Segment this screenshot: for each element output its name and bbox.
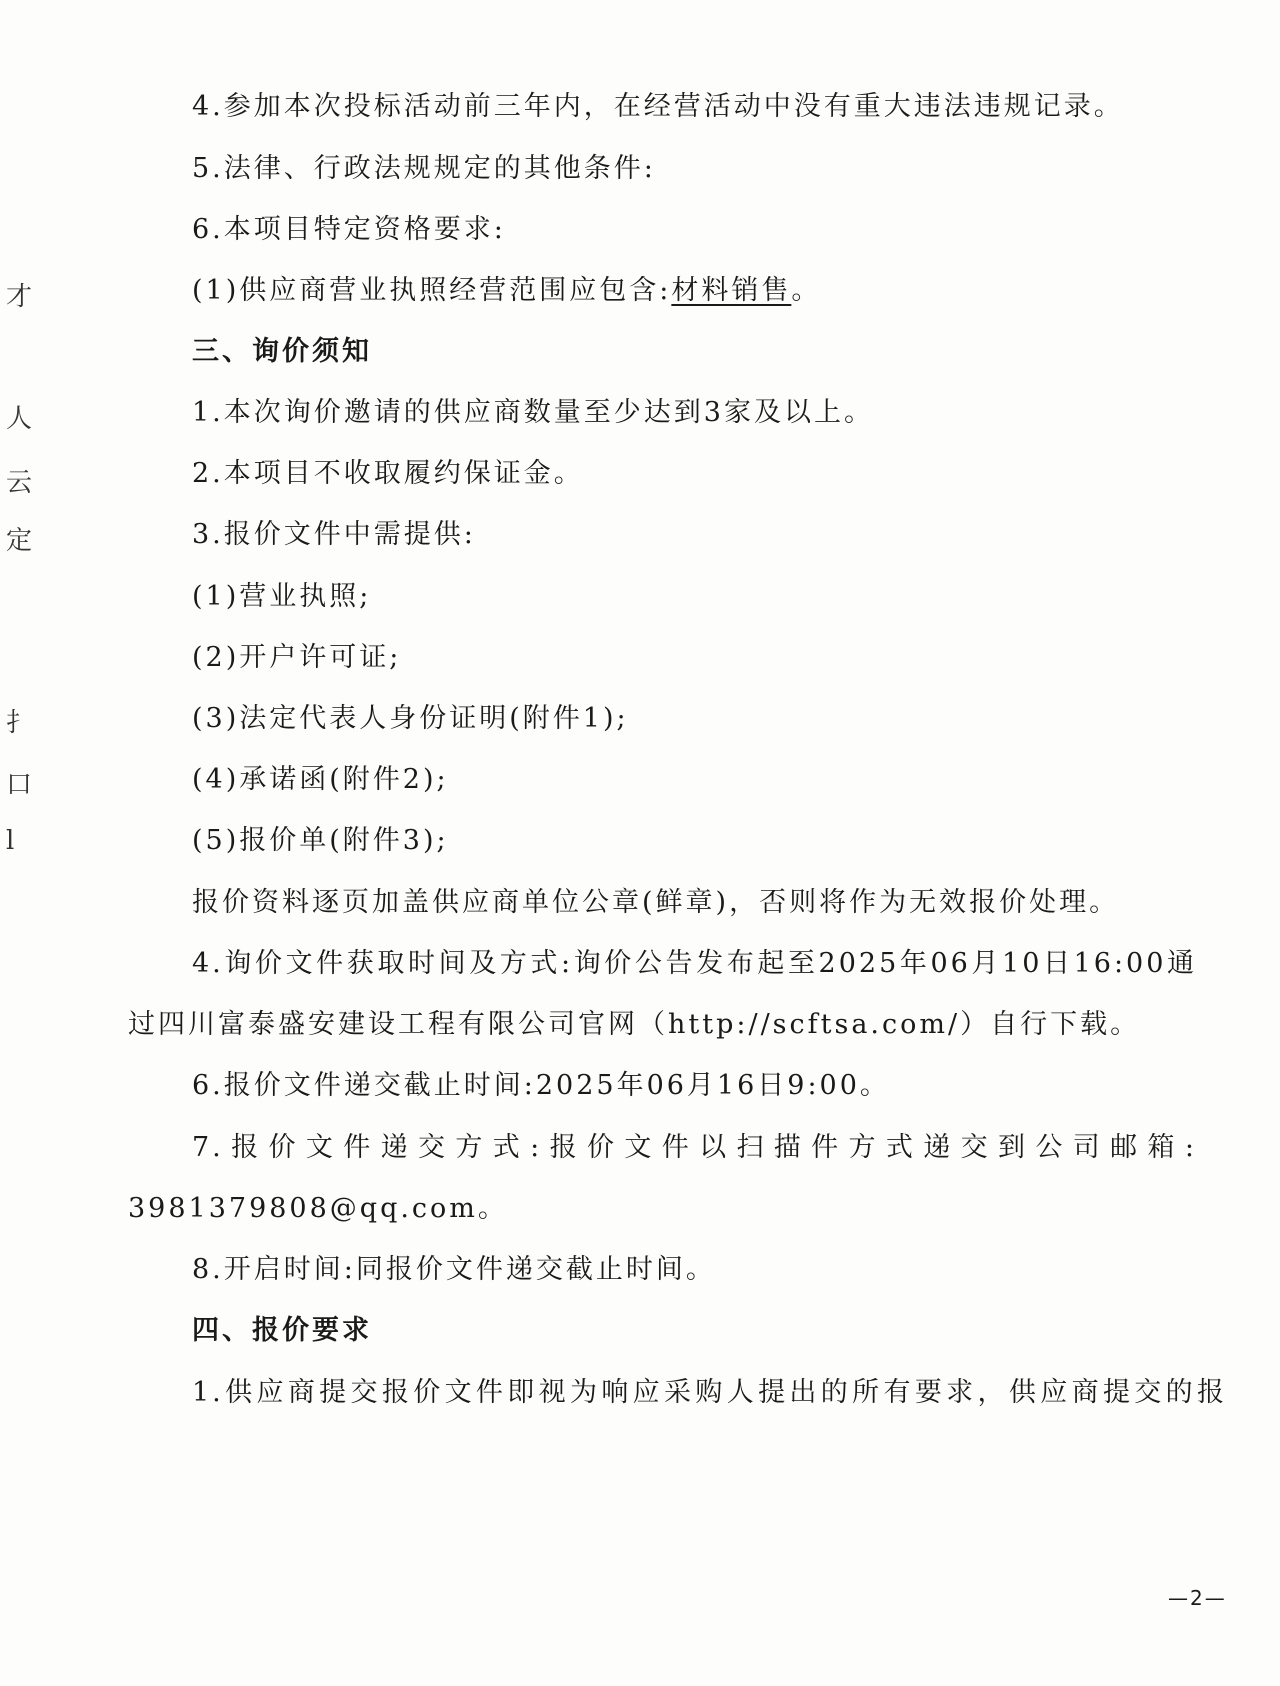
list-item: (4)承诺函(附件2);	[192, 764, 449, 795]
paragraph-line: 6.本项目特定资格要求:	[192, 214, 506, 245]
paragraph-line: 1.供应商提交报价文件即视为响应采购人提出的所有要求，供应商提交的报	[192, 1377, 1227, 1408]
paragraph-line: 2.本项目不收取履约保证金。	[192, 458, 584, 489]
list-item: (1)营业执照;	[192, 581, 372, 612]
margin-mark: l	[6, 826, 15, 856]
paragraph-line: 报价资料逐页加盖供应商单位公章(鲜章)，否则将作为无效报价处理。	[192, 887, 1120, 918]
line-text: (1)供应商营业执照经营范围应包含:	[192, 275, 672, 306]
paragraph-line: 3.报价文件中需提供:	[192, 519, 476, 550]
list-item: (2)开户许可证;	[192, 642, 402, 673]
paragraph-line: 1.本次询价邀请的供应商数量至少达到3家及以上。	[192, 397, 874, 428]
paragraph-line: 4.参加本次投标活动前三年内，在经营活动中没有重大违法违规记录。	[192, 91, 1124, 122]
margin-mark: 才	[6, 282, 33, 312]
list-item: (5)报价单(附件3);	[192, 825, 449, 856]
section-heading: 三、询价须知	[192, 336, 372, 367]
paragraph-line	[192, 274, 821, 308]
paragraph-line: 5.法律、行政法规规定的其他条件:	[192, 153, 656, 184]
section-heading: 四、报价要求	[192, 1315, 372, 1346]
margin-mark: 口	[6, 770, 33, 800]
margin-mark: 扌	[6, 708, 33, 738]
email-address: 3981379808@qq.com。	[128, 1193, 508, 1224]
margin-mark: 云	[6, 468, 33, 498]
list-item: (3)法定代表人身份证明(附件1);	[192, 703, 629, 734]
paragraph-line: 过四川富泰盛安建设工程有限公司官网（http://scftsa.com/）自行下载。	[128, 1009, 1141, 1040]
line-text: 。	[791, 275, 822, 306]
page-number: —2—	[1168, 1586, 1227, 1610]
underlined-scope: 材料销售	[671, 275, 792, 306]
paragraph-line: 8.开启时间:同报价文件递交截止时间。	[192, 1254, 716, 1285]
margin-mark: 定	[6, 526, 33, 556]
paragraph-line: 7.报价文件递交方式:报价文件以扫描件方式递交到公司邮箱:	[192, 1132, 1197, 1163]
paragraph-line: 4.询价文件获取时间及方式:询价公告发布起至2025年06月10日16:00通	[192, 948, 1197, 979]
paragraph-line: 6.报价文件递交截止时间:2025年06月16日9:00。	[192, 1070, 890, 1101]
margin-mark: 人	[6, 404, 33, 434]
